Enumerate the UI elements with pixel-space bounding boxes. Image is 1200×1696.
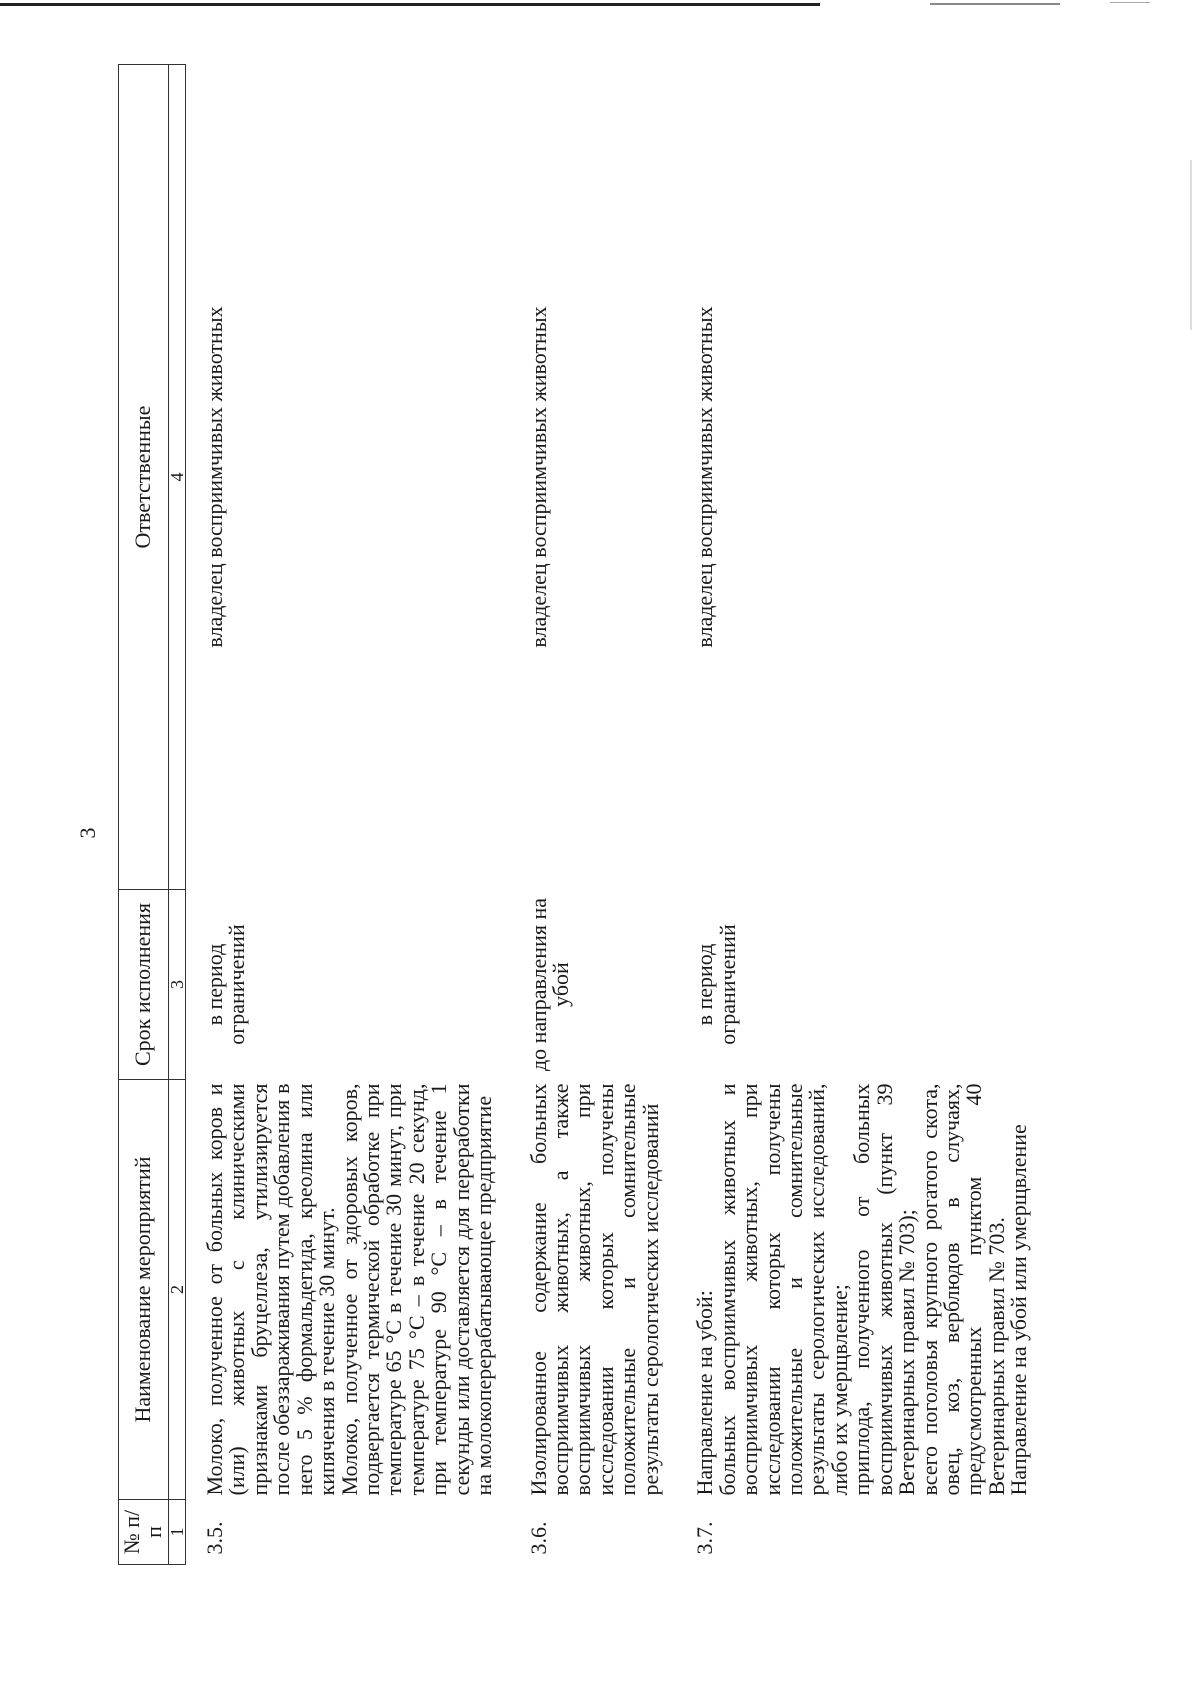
measure-paragraph: Молоко, полученное от больных коров и (или) животных с клиническими признаками бруцеллеза, утилизируется после обеззараживания путем добавления в него 5 % формальдегида, креолина или кипячения в течение 30 минут. bbox=[201, 1083, 340, 1496]
column-number: 2 bbox=[168, 1080, 185, 1500]
row-number: 3.6. bbox=[525, 1521, 551, 1555]
measure-paragraph: всего поголовья крупного рогатого скота, овец, коз, верблюдов в случаях, предусмотренных пунктом 40 Ветеринарных правил № 703. bbox=[916, 1083, 1009, 1496]
table-row bbox=[676, 65, 1045, 1565]
measure-cell bbox=[510, 1080, 677, 1500]
column-number: 1 bbox=[168, 1500, 185, 1565]
measure-paragraph: больных восприимчивых животных и восприимчивых животных, при исследовании которых получены положительные и сомнительные результаты серологических исследований, либо их умерщвление; bbox=[714, 1083, 852, 1496]
measure-paragraph: Направление на убой или умерщвление bbox=[1006, 1124, 1032, 1496]
column-number-row bbox=[168, 65, 185, 1565]
header-measure: Наименование мероприятий bbox=[119, 1080, 169, 1500]
column-number: 4 bbox=[168, 65, 185, 890]
measure-paragraph: Изолированное содержание больных восприимчивых животных, а также восприимчивых животных, при исследовании которых получены положительные и сомнительные результаты серологических исследований bbox=[525, 1083, 663, 1496]
measure-cell bbox=[185, 1080, 509, 1500]
responsible-cell: владелец восприимчивых животных bbox=[692, 306, 718, 648]
measure-paragraph: Молоко, полученное от здоровых коров, подвергается термической обработке при температуре 65 °С в течение 30 минут, при температуре 75 °С – в течение 20 секунд, при температуре 90 °С – в течение 1 секунды или доставляется для переработки на молокоперерабатывающее предприятие bbox=[336, 1083, 497, 1496]
term-cell: в период ограничений bbox=[692, 924, 740, 1045]
responsible-cell: владелец восприимчивых животных bbox=[525, 306, 551, 648]
scan-top-border bbox=[0, 3, 820, 6]
table-row bbox=[185, 65, 509, 1565]
scan-artifact bbox=[1110, 2, 1150, 3]
row-number: 3.7. bbox=[692, 1521, 718, 1555]
scan-artifact bbox=[930, 3, 1060, 5]
measure-cell bbox=[676, 1080, 1045, 1500]
measure-paragraph: приплода, полученного от больных восприимчивых животных (пункт 39 Ветеринарных правил № 703); bbox=[849, 1083, 920, 1496]
responsible-cell: владелец восприимчивых животных bbox=[201, 306, 227, 648]
header-term: Срок исполнения bbox=[119, 890, 169, 1080]
table-header-row bbox=[119, 65, 169, 1565]
row-number: 3.5. bbox=[201, 1521, 227, 1555]
table-row bbox=[510, 65, 677, 1565]
rotated-page-content bbox=[118, 65, 1198, 1565]
term-cell: в период ограничений bbox=[201, 924, 250, 1045]
term-cell: до направления на убой bbox=[525, 897, 573, 1072]
header-responsible: Ответственные bbox=[119, 65, 169, 890]
column-number: 3 bbox=[168, 890, 185, 1080]
measures-table bbox=[118, 64, 1045, 1565]
page-number: 3 bbox=[75, 827, 100, 839]
header-num: № п/п bbox=[119, 1500, 169, 1565]
measure-paragraph: Направление на убой: bbox=[692, 1290, 718, 1496]
